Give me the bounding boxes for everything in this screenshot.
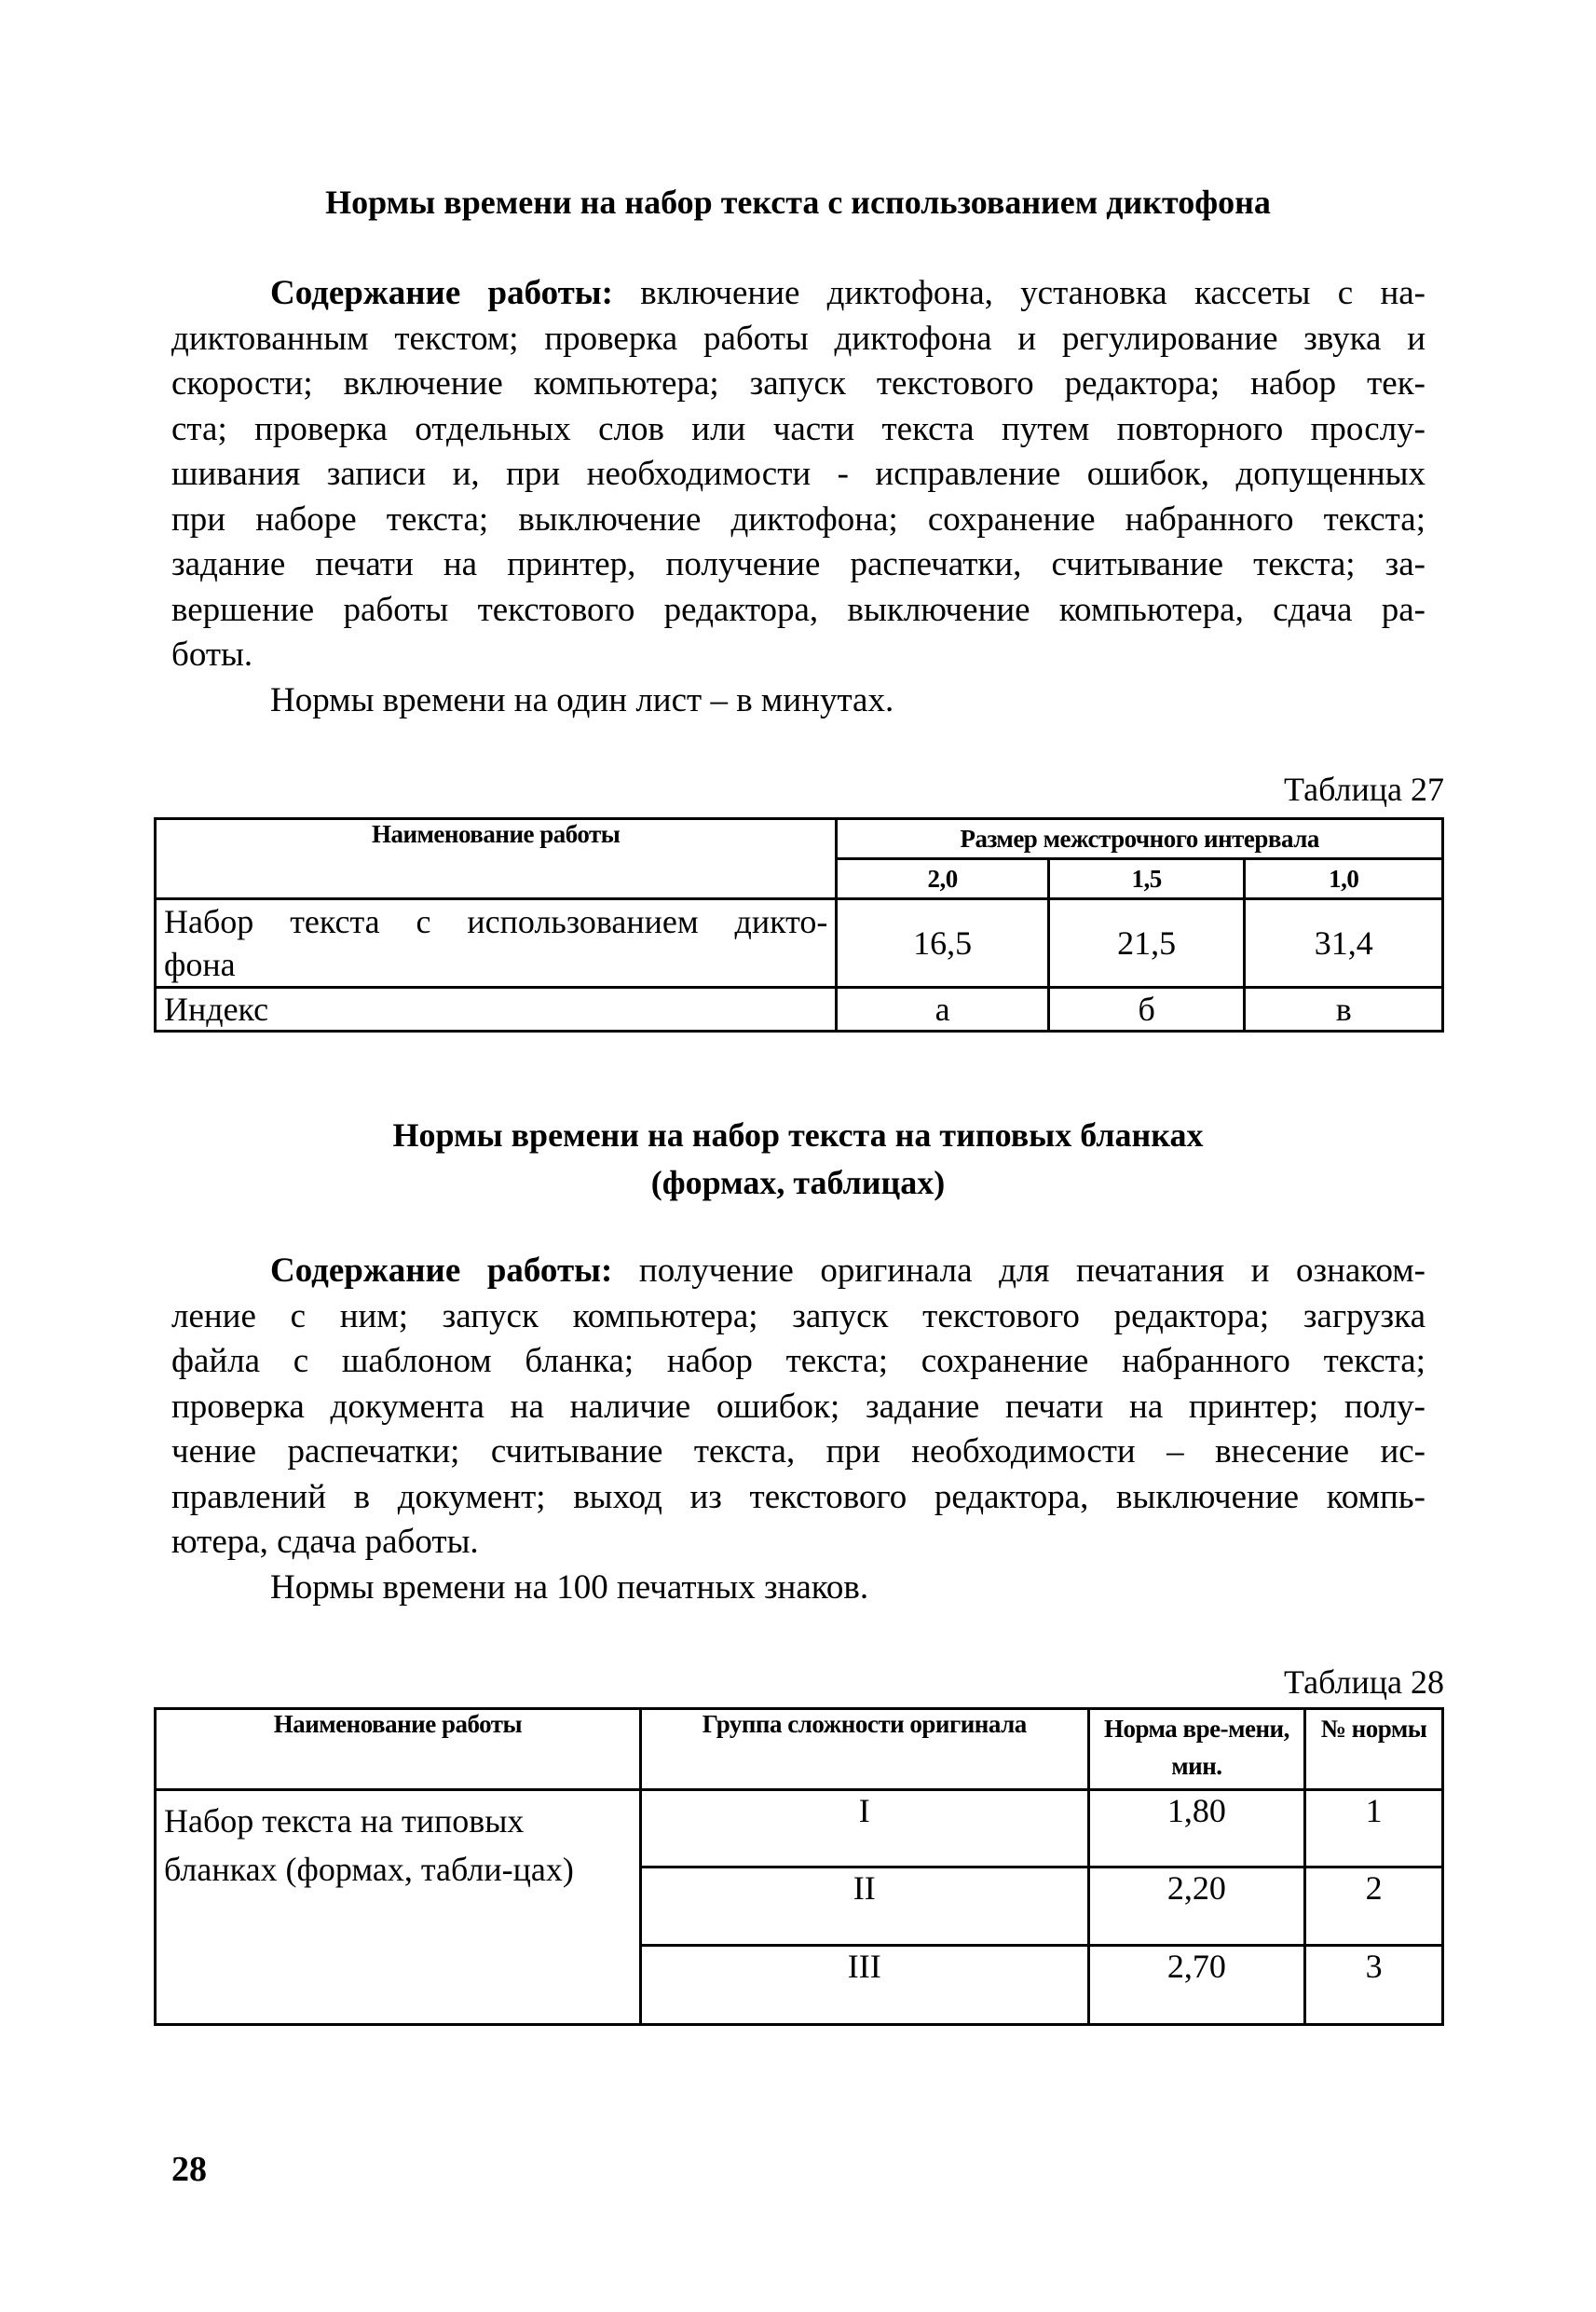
section2-title: Нормы времени на набор текста на типовых бланках (формах, таблицах) (392, 1116, 1204, 1201)
content-label: Содержание работы: (270, 1252, 613, 1290)
col-header-work: Наименование работы (156, 1709, 641, 1790)
norm-note: Нормы времени на один лист – в минутах. (270, 680, 894, 719)
table-caption: Таблица 27 (1284, 771, 1444, 808)
table-caption: Таблица 28 (1284, 1663, 1444, 1701)
section2-content: Содержание работы: получение оригинала для печатания и ознаком- ление с ним; запуск компьютера; запуск текстового редактора; загрузка файла с шаблоном бланка; набор текста; сохранение набранного текста; проверка документа на наличие ошибок; задание печати на принтер; полу- чение распечатки; считывание текста, при необходимости – внесение ис- правлений в документ; выход из текстового редактора, выключение компь- ютера, сдача работы. Нормы времени на 100 печатных знаков. (171, 1249, 1425, 1610)
table-27: Наименование работы Размер межстрочного интервала 2,0 1,5 1,0 Набор текста с использованием дикто- фона 16,5 21,5 31,4 Индекс а б в (154, 817, 1444, 1033)
table-row: II 2,20 2 (156, 1867, 1443, 1946)
norm-note: Нормы времени на 100 печатных знаков. (270, 1567, 869, 1607)
section1-title: Нормы времени на набор текста с использованием диктофона (325, 184, 1271, 221)
col-header-num: № нормы (1305, 1709, 1443, 1790)
row-work: Набор текста на типовых бланках (формах, табли-цах) (156, 1790, 641, 2025)
table-28 (154, 1707, 1444, 2026)
section1-content: Содержание работы: включение диктофона, установка кассеты с на- диктованным текстом; проверка работы диктофона и регулирование звука и скорости; включение компьютера; запуск текстового редактора; набор тек- ста; проверка отдельных слов или части текста путем повторного прослу- шивания записи и, при необходимости - исправление ошибок, допущенных при наборе текста; выключение диктофона; сохранение набранного текста; задание печати на принтер, получение распечатки, считывание текста; за- вершение работы текстового редактора, выключение компьютера, сдача ра- боты. Нормы времени на один лист – в минутах. (171, 271, 1425, 723)
page-number: 28 (171, 2150, 207, 2189)
content-label: Содержание работы: (270, 274, 613, 312)
table-row: Индекс а б в (156, 988, 1443, 1032)
row-work: Набор текста с использованием дикто- фона (156, 899, 837, 988)
table-row: III 2,70 3 (156, 1946, 1443, 2025)
col-header-norm: Норма вре-мени, мин. (1088, 1709, 1305, 1790)
col-header-interval: Размер межстрочного интервала (837, 819, 1443, 859)
table-row: Набор текста с использованием дикто- фона 16,5 21,5 31,4 (156, 899, 1443, 988)
col-header-group: Группа сложности оригинала (640, 1709, 1088, 1790)
table-row: Набор текста на типовых бланках (формах, табли-цах) I 1,80 1 (156, 1790, 1443, 1867)
col-header-work: Наименование работы (156, 819, 837, 899)
